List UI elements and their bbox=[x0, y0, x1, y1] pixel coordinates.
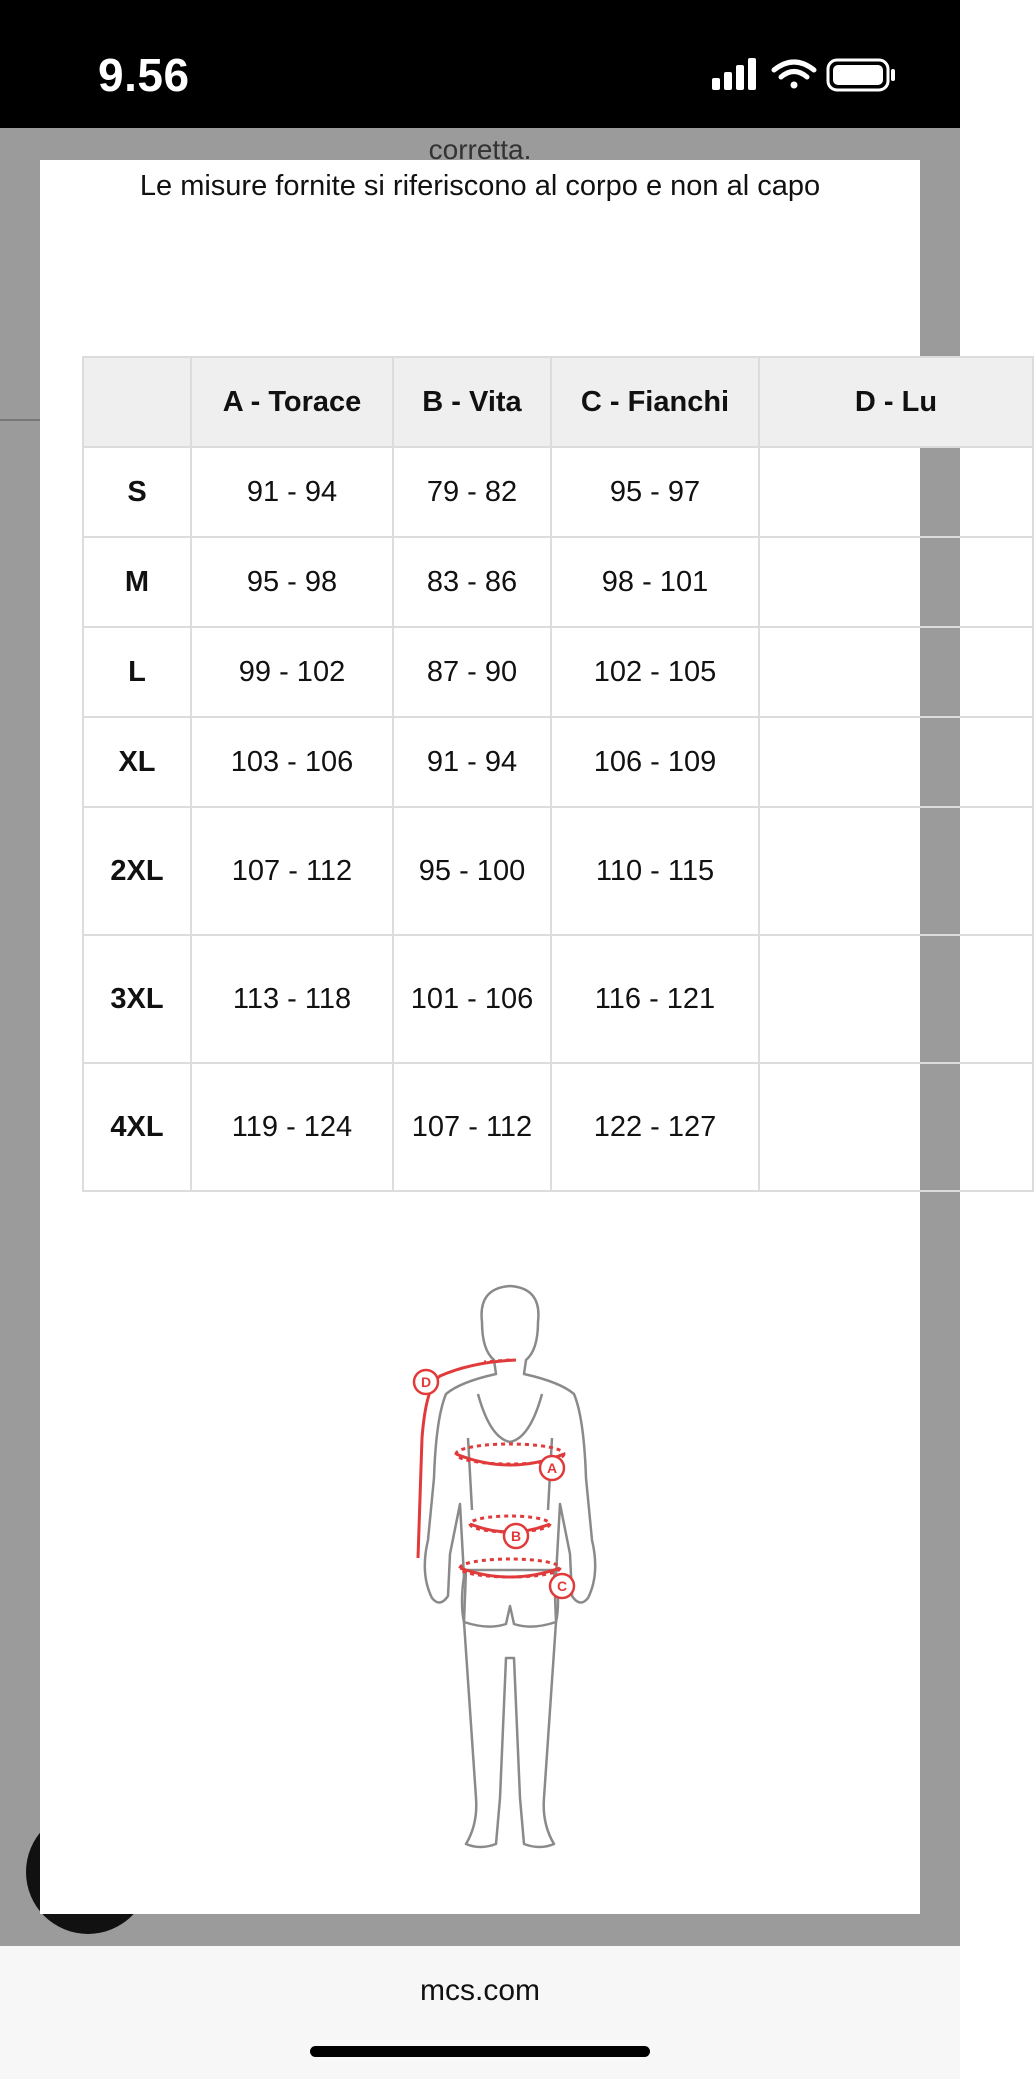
d-cell bbox=[759, 447, 1033, 537]
table-row bbox=[83, 447, 1033, 537]
body-outline bbox=[425, 1286, 595, 1847]
size-cell: 4XL bbox=[83, 1063, 191, 1191]
vita-cell: 91 - 94 bbox=[393, 717, 551, 807]
backdrop-divider-left bbox=[0, 419, 40, 421]
torace-cell: 91 - 94 bbox=[191, 447, 393, 537]
marker-a-label: A bbox=[546, 1460, 558, 1476]
address-bar[interactable]: mcs.com bbox=[420, 1974, 540, 2007]
marker-c-icon bbox=[550, 1574, 574, 1598]
status-time: 9.56 bbox=[98, 49, 190, 101]
torace-cell: 95 - 98 bbox=[191, 537, 393, 627]
signal-icon bbox=[712, 58, 756, 90]
size-table bbox=[82, 356, 1034, 1192]
fianchi-cell: 106 - 109 bbox=[551, 717, 759, 807]
marker-c-label: C bbox=[556, 1578, 568, 1594]
vita-cell: 101 - 106 bbox=[393, 935, 551, 1063]
torace-cell: 99 - 102 bbox=[191, 627, 393, 717]
header-torace: A - Torace bbox=[191, 357, 393, 447]
torace-cell: 119 - 124 bbox=[191, 1063, 393, 1191]
d-cell bbox=[759, 627, 1033, 717]
torace-cell: 113 - 118 bbox=[191, 935, 393, 1063]
vita-cell: 107 - 112 bbox=[393, 1063, 551, 1191]
table-row bbox=[83, 627, 1033, 717]
fianchi-cell: 98 - 101 bbox=[551, 537, 759, 627]
status-icons bbox=[712, 56, 912, 96]
torace-cell: 103 - 106 bbox=[191, 717, 393, 807]
size-cell: S bbox=[83, 447, 191, 537]
fianchi-cell: 110 - 115 bbox=[551, 807, 759, 935]
d-cell bbox=[759, 537, 1033, 627]
marker-a-icon bbox=[540, 1456, 564, 1480]
torace-cell: 107 - 112 bbox=[191, 807, 393, 935]
vita-cell: 79 - 82 bbox=[393, 447, 551, 537]
table-row bbox=[83, 717, 1033, 807]
browser-bottom-bar bbox=[0, 1946, 960, 2079]
d-cell bbox=[759, 807, 1033, 935]
wifi-icon bbox=[774, 62, 814, 89]
marker-d-icon bbox=[414, 1370, 438, 1394]
header-fianchi: C - Fianchi bbox=[551, 357, 759, 447]
table-header-row bbox=[83, 357, 1033, 447]
size-cell: 2XL bbox=[83, 807, 191, 935]
d-cell bbox=[759, 1063, 1033, 1191]
vita-cell: 87 - 90 bbox=[393, 627, 551, 717]
size-guide-modal bbox=[40, 134, 938, 1914]
marker-b-icon bbox=[504, 1524, 528, 1548]
d-cell bbox=[759, 935, 1033, 1063]
table-row bbox=[83, 935, 1033, 1063]
fianchi-cell: 102 - 105 bbox=[551, 627, 759, 717]
header-size bbox=[83, 357, 191, 447]
size-cell: XL bbox=[83, 717, 191, 807]
vita-cell: 95 - 100 bbox=[393, 807, 551, 935]
size-note: Le misure fornite si riferiscono al corpo e non al capo bbox=[139, 170, 821, 202]
measurement-figure bbox=[360, 1278, 660, 1878]
fianchi-cell: 95 - 97 bbox=[551, 447, 759, 537]
modal-clipped-text: corretta. bbox=[428, 134, 532, 165]
size-cell: 3XL bbox=[83, 935, 191, 1063]
table-row bbox=[83, 537, 1033, 627]
marker-b-label: B bbox=[510, 1528, 522, 1544]
battery-icon bbox=[828, 60, 895, 90]
fianchi-cell: 122 - 127 bbox=[551, 1063, 759, 1191]
size-cell: M bbox=[83, 537, 191, 627]
d-cell bbox=[759, 717, 1033, 807]
fianchi-cell: 116 - 121 bbox=[551, 935, 759, 1063]
table-row bbox=[83, 807, 1033, 935]
size-table-scroll[interactable] bbox=[82, 356, 938, 1206]
header-d: D - Lu bbox=[759, 357, 1033, 447]
status-bar bbox=[0, 0, 960, 128]
size-cell: L bbox=[83, 627, 191, 717]
marker-d-label: D bbox=[420, 1374, 432, 1390]
vita-cell: 83 - 86 bbox=[393, 537, 551, 627]
status-icons-svg bbox=[712, 56, 912, 96]
table-row bbox=[83, 1063, 1033, 1191]
body-outline-svg bbox=[360, 1278, 660, 1878]
header-vita: B - Vita bbox=[393, 357, 551, 447]
home-indicator[interactable] bbox=[310, 2046, 650, 2057]
